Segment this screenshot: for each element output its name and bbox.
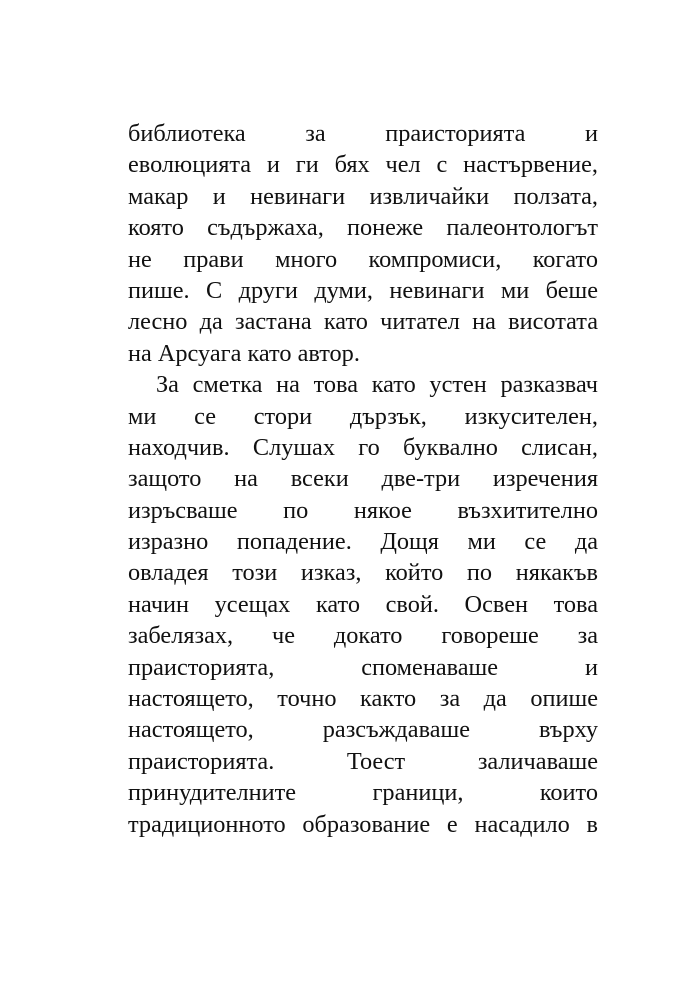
text-line: не прави много компромиси, когато	[128, 245, 598, 273]
text-line: За сметка на това като устен разказвач	[156, 371, 598, 399]
text-line: настоящето, разсъждаваше върху	[128, 716, 598, 744]
text-line: която съдържаха, понеже палеонтологът	[128, 214, 598, 242]
text-line: еволюцията и ги бях чел с настървение,	[128, 151, 598, 179]
text-line: макар и невинаги извличайки ползата,	[128, 182, 598, 210]
text-line: праисторията. Тоест заличаваше	[128, 747, 598, 775]
text-line: принудителните граници, които	[128, 779, 598, 807]
text-line: изразно попадение. Дощя ми се да	[128, 528, 598, 556]
text-line: библиотека за праисторията и	[128, 120, 598, 147]
text-line: праисторията, споменаваше и	[128, 653, 598, 681]
text-line: ми се стори дързък, изкусителен,	[128, 402, 598, 430]
text-line: изръсваше по някое възхитително	[128, 496, 598, 524]
text-line: забелязах, че докато говореше за	[128, 622, 598, 650]
text-line: овладея този изказ, който по някакъв	[128, 559, 598, 587]
body-text	[128, 118, 598, 840]
text-line: находчив. Слушах го буквално слисан,	[128, 433, 598, 461]
text-line: начин усещах като свой. Освен това	[128, 590, 598, 618]
text-line: традиционното образование е насадило в	[128, 810, 598, 838]
text-line: пише. С други думи, невинаги ми беше	[128, 276, 598, 304]
text-line: лесно да застана като читател на висотата	[128, 308, 598, 336]
text-line: защото на всеки две-три изречения	[128, 465, 598, 493]
text-line: на Арсуага като автор.	[128, 339, 360, 367]
text-line: настоящето, точно както за да опише	[128, 685, 598, 713]
